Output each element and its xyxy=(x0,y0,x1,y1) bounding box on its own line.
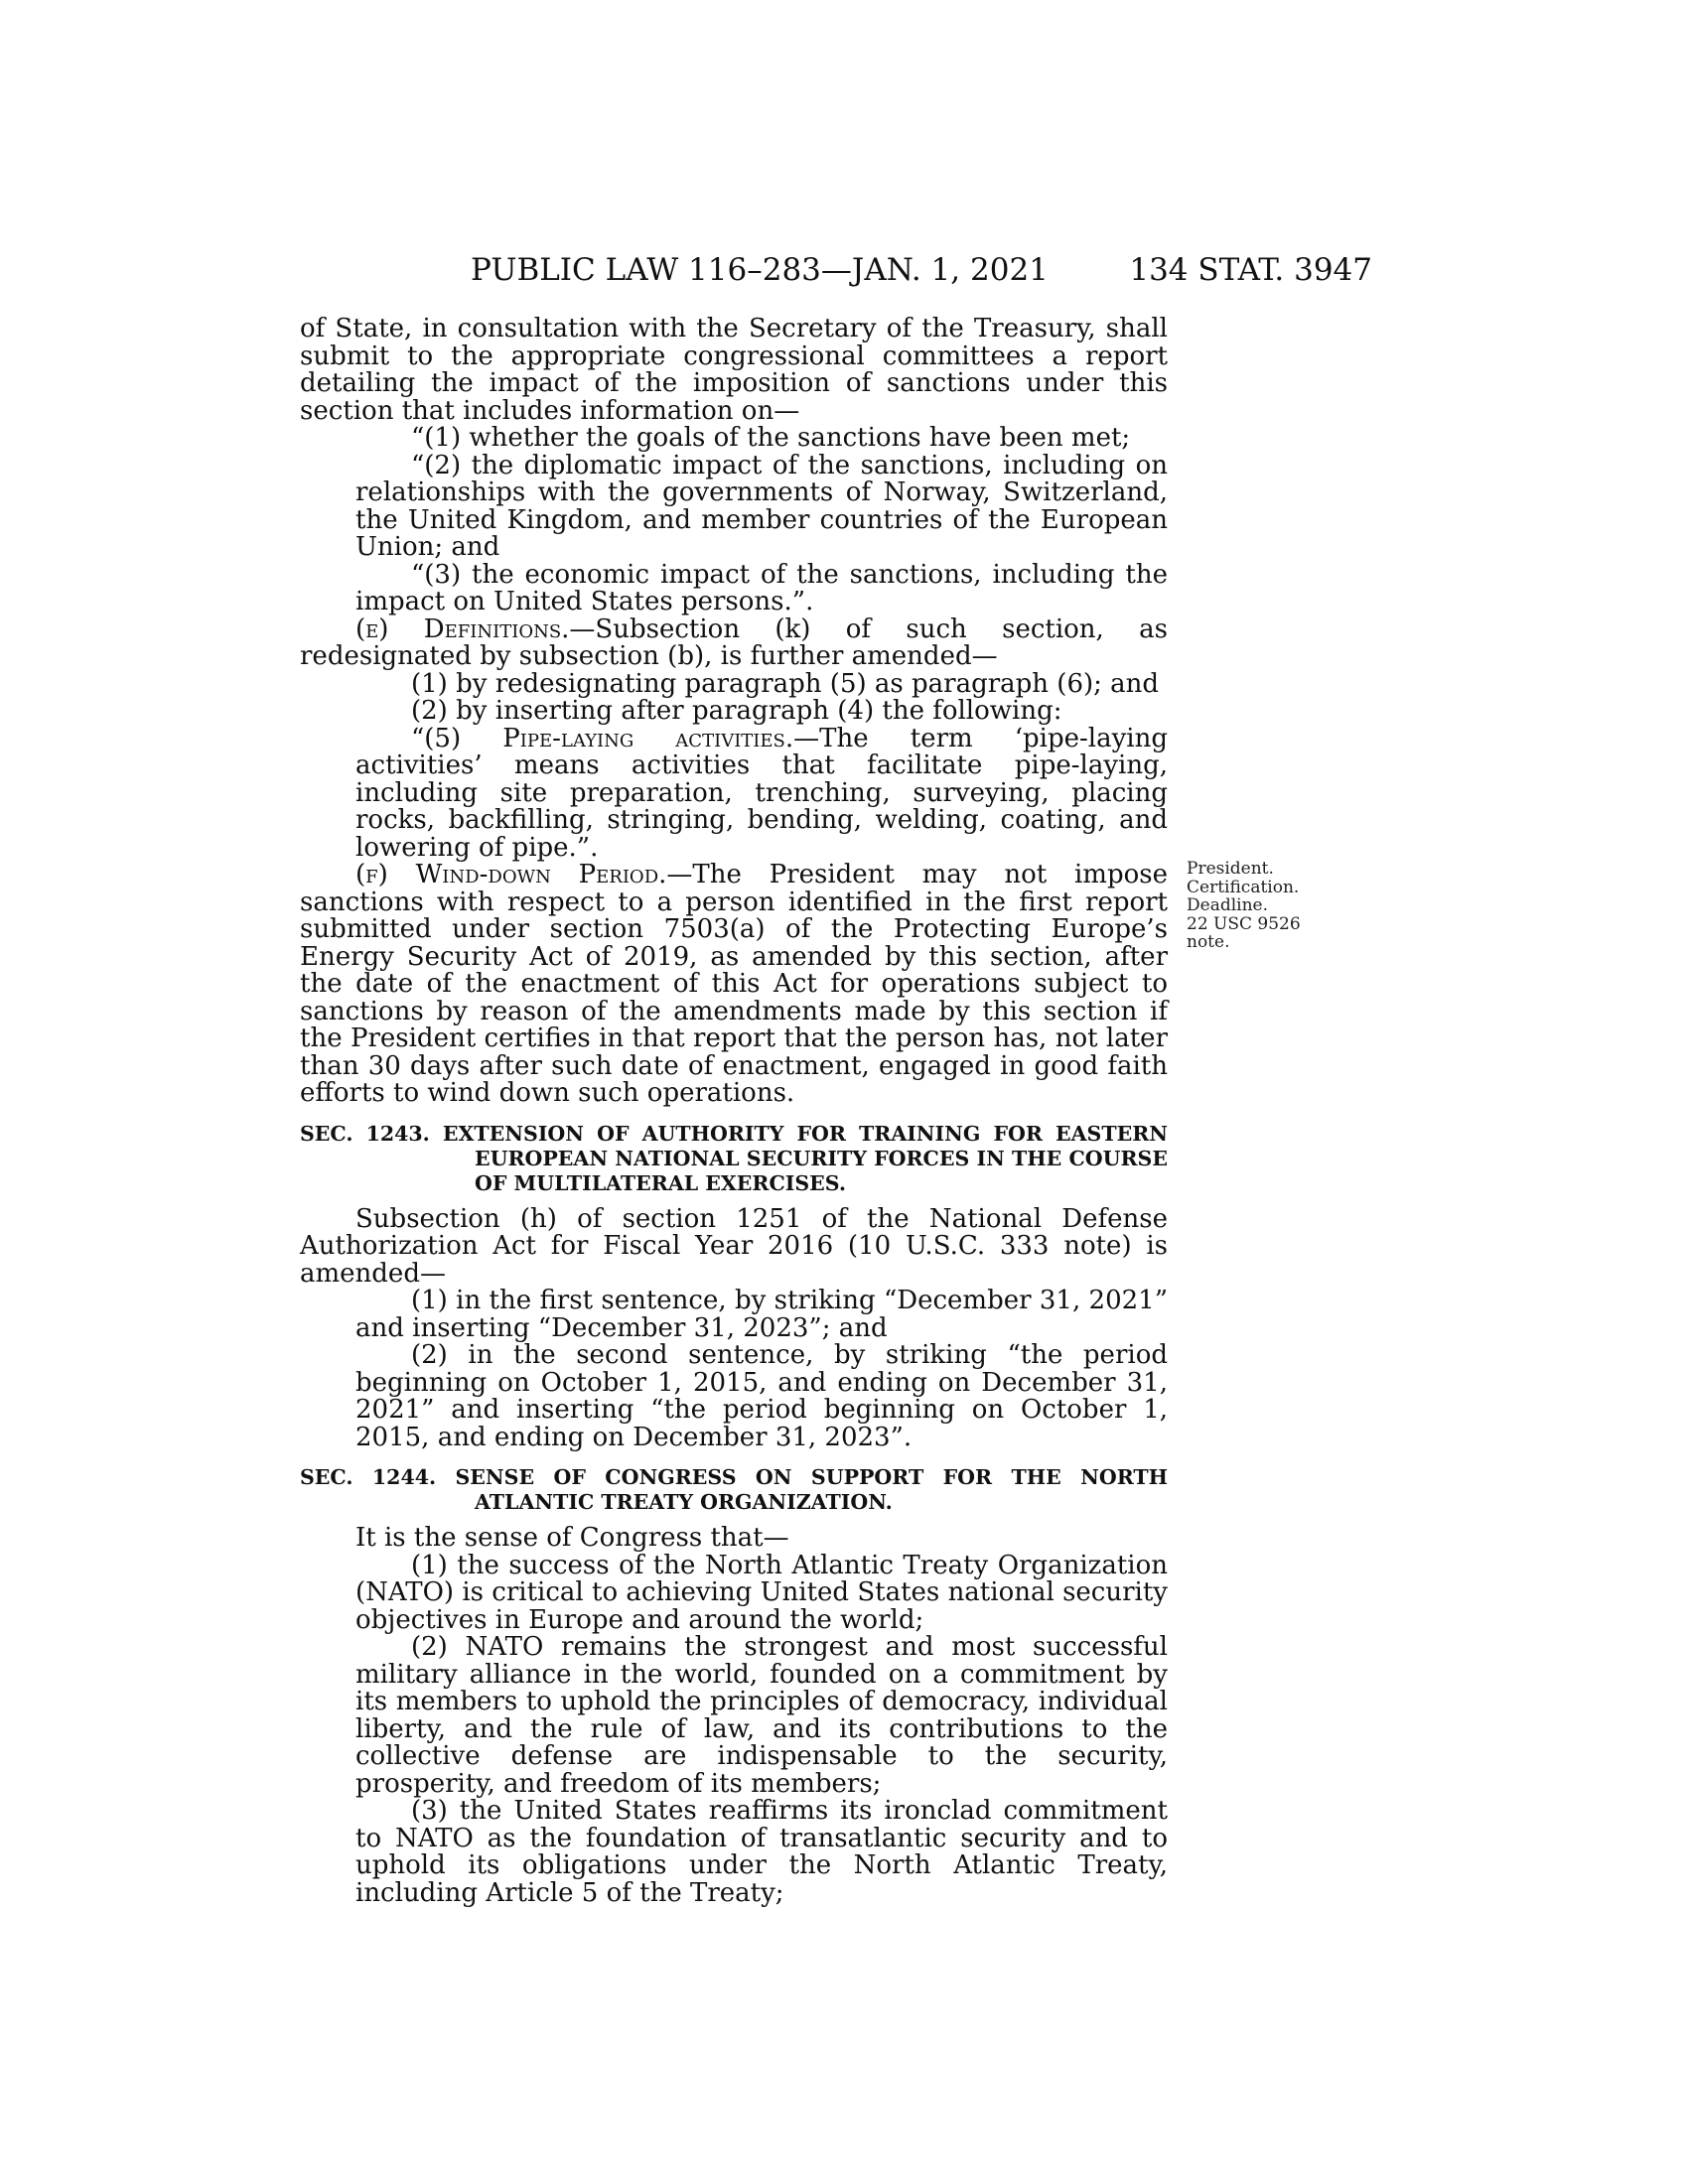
section-heading-1243: SEC. 1243. EXTENSION OF AUTHORITY FOR TRAINING FOR EASTERN EUROPEAN NATIONAL SECURITY FORCES IN THE COURSE OF MULTILATERAL EXERCISES. xyxy=(300,1121,1168,1195)
header-title: PUBLIC LAW 116–283—JAN. 1, 2021 xyxy=(471,252,1049,288)
paragraph: (2) by inserting after paragraph (4) the following: xyxy=(411,696,1062,726)
statute-page-number: 134 STAT. 3947 xyxy=(1129,252,1372,288)
subsection-text: —The President may not impose sanctions with respect to a person identified in the first report submitted under section 7503(a) of the Protecting Europe’s Energy Security Act of 2019, as amended by this section, after the date of the enactment of this Act for operations subject to sanctions by reason of the amendments made by this section if the President certifies in that report that the person has, not later than 30 days after such date of enactment, engaged in good faith efforts to wind down such operations. xyxy=(300,860,1168,1108)
section-heading-1244: SEC. 1244. SENSE OF CONGRESS ON SUPPORT FOR THE NORTH ATLANTIC TREATY ORGANIZATION. xyxy=(300,1465,1168,1514)
subsection-text: —Subsection (k) of such section, as redesignated by subsection (b), is further amended— xyxy=(300,614,1168,671)
subsection-wind-down xyxy=(300,862,1168,1108)
margin-note-line: 22 USC 9526 xyxy=(1187,913,1301,934)
subsection-heading: (e) Definitions. xyxy=(355,614,570,644)
paragraph: (2) NATO remains the strongest and most successful military alliance in the world, founded on a commitment by its members to uphold the principles of democracy, individual liberty, and the rule of law, and its contributions to the collective defense are indispensable to the security, prosperity, and freedom of its members; xyxy=(355,1632,1168,1799)
margin-note-line: note. xyxy=(1187,932,1230,952)
paragraph: (2) in the second sentence, by striking “the period beginning on October 1, 2015, and ending on December 31, 2021” and inserting “the period beginning on October 1, 2015, and ending on December 31, 2023”. xyxy=(355,1340,1168,1452)
margin-note-line: President. xyxy=(1187,859,1274,879)
paragraph: (3) the United States reaffirms its ironclad commitment to NATO as the foundation of transatlantic security and to uphold its obligations under the North Atlantic Treaty, including Article 5 of the Treaty; xyxy=(355,1796,1168,1908)
paragraph-pipe-laying xyxy=(300,723,1168,863)
paragraph: It is the sense of Congress that— xyxy=(355,1523,789,1553)
margin-note-line: Deadline. xyxy=(1187,895,1268,915)
document-body xyxy=(300,316,1168,1907)
paragraph-text: —The term ‘pipe-laying activities’ means activities that facilitate pipe-laying, including site preparation, trenching, surveying, placing rocks, backfilling, stringing, bending, welding, coating, and lowering of pipe.”. xyxy=(355,723,1168,863)
margin-note-line: Certification. xyxy=(1187,877,1300,897)
margin-note xyxy=(1187,860,1345,952)
paragraph: Subsection (h) of section 1251 of the National Defense Authorization Act for Fiscal Year 2016 (10 U.S.C. 333 note) is amended— xyxy=(300,1203,1168,1289)
paragraph: “(2) the diplomatic impact of the sanctions, including on relationships with the governments of Norway, Switzerland, the United Kingdom, and member countries of the European Union; and xyxy=(355,450,1168,562)
paragraph: “(3) the economic impact of the sanctions, including the impact on United States persons.”. xyxy=(355,559,1168,616)
paragraph: (1) by redesignating paragraph (5) as paragraph (6); and xyxy=(411,668,1160,699)
paragraph: (1) in the first sentence, by striking “December 31, 2021” and inserting “December 31, 2023”; and xyxy=(355,1286,1168,1343)
paragraph-heading: “(5) Pipe-laying activities. xyxy=(411,723,794,753)
subsection-heading: (f) Wind-down Period. xyxy=(355,860,667,889)
paragraph: of State, in consultation with the Secretary of the Treasury, shall submit to the appropriate congressional committees a report detailing the impact of the imposition of sanctions under this section that includes information on— xyxy=(300,314,1168,426)
paragraph: (1) the success of the North Atlantic Treaty Organization (NATO) is critical to achieving United States national security objectives in Europe and around the world; xyxy=(355,1550,1168,1635)
subsection-definitions xyxy=(300,616,1168,671)
paragraph: “(1) whether the goals of the sanctions have been met; xyxy=(411,423,1131,453)
page-header xyxy=(471,250,1372,290)
